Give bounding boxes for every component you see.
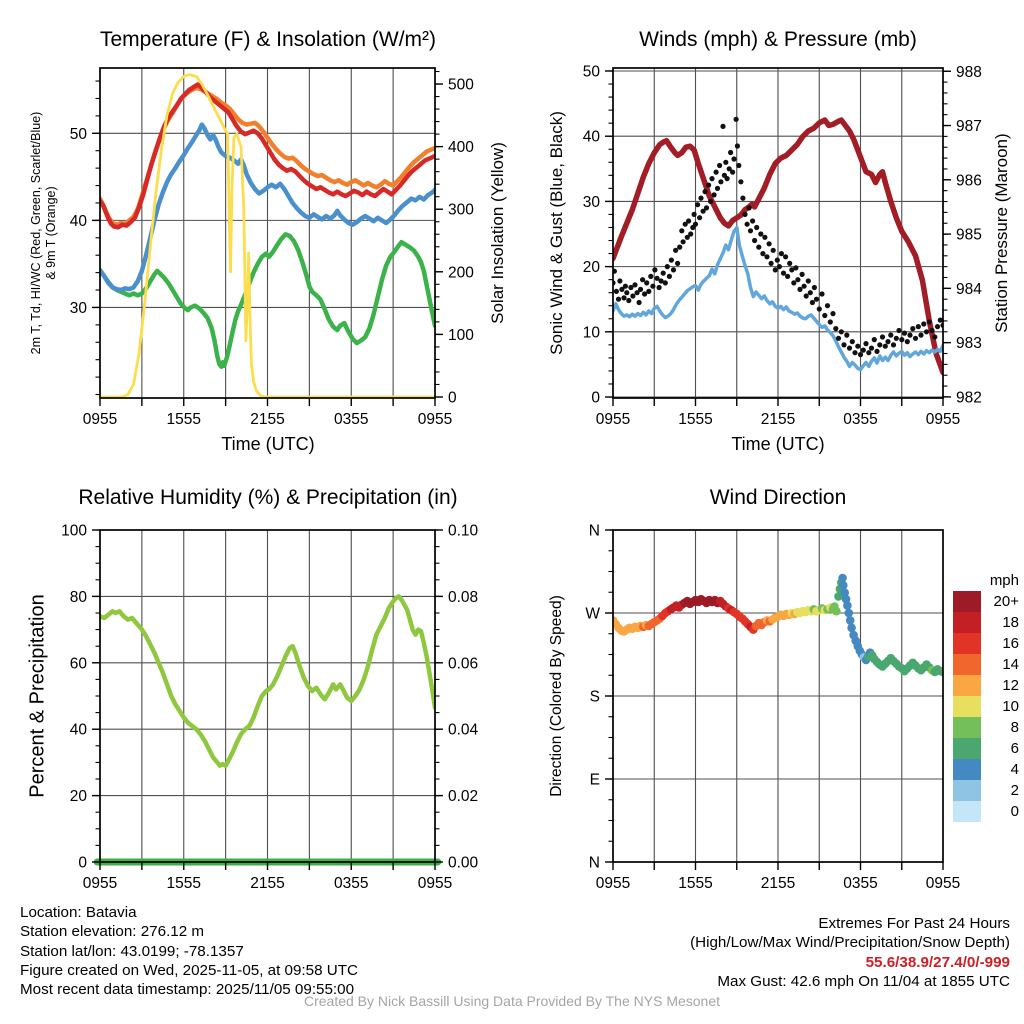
legend-swatch — [953, 633, 981, 654]
chart-title-humidity: Relative Humidity (%) & Precipitation (in) — [78, 486, 458, 509]
legend-entry-14 — [950, 654, 1019, 675]
svg-text:1555: 1555 — [678, 411, 713, 428]
svg-text:986: 986 — [956, 172, 982, 190]
svg-text:0355: 0355 — [843, 411, 878, 428]
legend-rows — [950, 591, 1019, 822]
legend-entry-16 — [950, 633, 1019, 654]
temperature-insolation-chart — [70, 68, 474, 428]
legend-label: 2 — [1010, 782, 1019, 799]
legend-entry-0 — [950, 801, 1019, 822]
svg-text:500: 500 — [448, 76, 474, 94]
svg-text:20: 20 — [69, 788, 87, 806]
svg-text:988: 988 — [956, 63, 982, 81]
legend-entry-20plus — [950, 591, 1019, 612]
svg-text:987: 987 — [956, 118, 982, 136]
credit-line: Created By Nick Bassill Using Data Provided By The NYS Mesonet — [303, 993, 721, 1009]
svg-text:50: 50 — [582, 63, 600, 81]
svg-text:0955: 0955 — [925, 875, 961, 892]
svg-text:N: N — [588, 854, 600, 872]
svg-text:E: E — [589, 771, 600, 789]
winds-pressure-chart — [583, 63, 982, 428]
temp-left-axis-label-line2: & 9m T (Orange) — [44, 186, 58, 280]
extremes-subheading: (High/Low/Max Wind/Precipitation/Snow Depth) — [690, 934, 1010, 952]
humidity-precip-chart — [61, 523, 478, 893]
legend-swatch — [953, 717, 981, 738]
svg-text:N: N — [588, 522, 600, 540]
svg-text:0355: 0355 — [334, 411, 369, 428]
svg-text:50: 50 — [69, 125, 87, 143]
svg-text:300: 300 — [448, 201, 474, 219]
legend-entry-4 — [950, 759, 1019, 780]
svg-text:0355: 0355 — [843, 875, 878, 892]
data-timestamp: Most recent data timestamp: 2025/11/05 09:55:00 — [20, 981, 355, 999]
legend-swatch — [953, 591, 981, 612]
temp-left-axis-label-line1: 2m T, Td, HI/WC (Red, Green, Scarlet/Blue) — [29, 111, 43, 355]
insolation-right-axis-label: Solar Insolation (Yellow) — [488, 142, 507, 324]
legend-label: 14 — [1002, 656, 1019, 673]
station-info — [20, 903, 358, 999]
legend-label: 10 — [1002, 698, 1019, 715]
legend-label: 8 — [1010, 719, 1019, 736]
svg-text:0955: 0955 — [82, 875, 118, 892]
svg-text:0955: 0955 — [925, 411, 961, 428]
legend-label: 16 — [1002, 635, 1019, 652]
legend-entry-8 — [950, 717, 1019, 738]
svg-text:0: 0 — [591, 389, 600, 407]
chart-title-winds: Winds (mph) & Pressure (mb) — [639, 28, 917, 51]
figure-created: Figure created on Wed, 2025-11-05, at 09:58 UTC — [20, 961, 358, 979]
svg-text:2155: 2155 — [760, 875, 796, 892]
svg-text:985: 985 — [956, 226, 982, 244]
station-elevation: Station elevation: 276.12 m — [20, 923, 205, 941]
svg-text:0.06: 0.06 — [448, 655, 479, 673]
svg-text:0.00: 0.00 — [448, 854, 479, 872]
svg-text:0955: 0955 — [417, 411, 453, 428]
legend-entry-10 — [950, 696, 1019, 717]
svg-text:984: 984 — [956, 280, 982, 298]
chart-title-temperature: Temperature (F) & Insolation (W/m²) — [99, 28, 437, 51]
svg-text:0: 0 — [448, 389, 457, 407]
svg-text:200: 200 — [448, 264, 474, 282]
legend-swatch — [953, 780, 981, 801]
svg-text:40: 40 — [69, 212, 87, 230]
legend-swatch — [953, 801, 981, 822]
svg-text:2155: 2155 — [250, 411, 285, 428]
svg-text:0955: 0955 — [595, 875, 631, 892]
svg-text:30: 30 — [69, 299, 87, 317]
temp-x-axis-label: Time (UTC) — [221, 434, 315, 454]
svg-text:2155: 2155 — [250, 875, 285, 892]
legend-title: mph — [989, 572, 1019, 589]
direction-left-axis-label: Direction (Colored By Speed) — [548, 595, 565, 797]
legend-swatch — [953, 738, 981, 759]
svg-text:1555: 1555 — [166, 411, 201, 428]
svg-text:40: 40 — [582, 128, 600, 146]
legend-label: 12 — [1002, 677, 1019, 694]
svg-text:60: 60 — [69, 655, 87, 673]
svg-text:S: S — [589, 688, 600, 706]
legend-label: 6 — [1010, 740, 1019, 757]
svg-text:400: 400 — [448, 139, 474, 157]
wind-left-axis-label: Sonic Wind & Gust (Blue, Black) — [547, 111, 566, 355]
legend-label: 4 — [1010, 761, 1019, 778]
chart-title-wind-direction: Wind Direction — [709, 486, 847, 509]
legend-label: 20+ — [993, 593, 1019, 610]
svg-text:983: 983 — [956, 335, 982, 353]
svg-text:0.04: 0.04 — [448, 721, 479, 739]
svg-text:40: 40 — [69, 721, 87, 739]
legend-swatch — [953, 654, 981, 675]
extremes-values: 55.6/38.9/27.4/0/-999 — [865, 953, 1010, 971]
svg-text:0955: 0955 — [595, 411, 631, 428]
legend-swatch — [953, 696, 981, 717]
extremes-heading: Extremes For Past 24 Hours — [818, 915, 1010, 932]
station-latlon: Station lat/lon: 43.0199; -78.1357 — [20, 942, 244, 960]
legend-swatch — [953, 612, 981, 633]
svg-text:0: 0 — [78, 854, 87, 872]
legend-entry-6 — [950, 738, 1019, 759]
legend-label: 18 — [1002, 614, 1019, 631]
svg-text:0955: 0955 — [82, 411, 118, 428]
svg-text:982: 982 — [956, 389, 982, 407]
temp-left-axis-label — [29, 112, 59, 355]
svg-text:0355: 0355 — [334, 875, 369, 892]
extremes-info — [690, 914, 1010, 991]
svg-text:100: 100 — [61, 522, 87, 540]
svg-text:1555: 1555 — [678, 875, 713, 892]
max-gust: Max Gust: 42.6 mph On 11/04 at 1855 UTC — [717, 972, 1010, 990]
station-location: Location: Batavia — [20, 904, 137, 921]
legend-label: 0 — [1010, 803, 1019, 820]
svg-text:W: W — [585, 605, 600, 623]
wind-direction-chart — [585, 523, 960, 893]
legend-entry-18 — [950, 612, 1019, 633]
svg-text:100: 100 — [448, 326, 474, 344]
svg-text:0.02: 0.02 — [448, 788, 479, 806]
svg-text:0.08: 0.08 — [448, 588, 479, 606]
svg-text:30: 30 — [582, 193, 600, 211]
svg-text:80: 80 — [69, 588, 87, 606]
svg-text:0.10: 0.10 — [448, 522, 479, 540]
svg-text:10: 10 — [582, 324, 600, 342]
svg-text:0955: 0955 — [417, 875, 453, 892]
svg-text:2155: 2155 — [760, 411, 796, 428]
legend-swatch — [953, 675, 981, 696]
svg-text:20: 20 — [582, 259, 600, 277]
svg-text:1555: 1555 — [166, 875, 201, 892]
wind-x-axis-label: Time (UTC) — [731, 434, 825, 454]
legend-entry-12 — [950, 675, 1019, 696]
legend-swatch — [953, 759, 981, 780]
legend-entry-2 — [950, 780, 1019, 801]
wind-speed-legend — [950, 572, 1019, 822]
pressure-right-axis-label: Station Pressure (Maroon) — [992, 133, 1011, 333]
humidity-left-axis-label: Percent & Precipitation — [26, 594, 49, 798]
